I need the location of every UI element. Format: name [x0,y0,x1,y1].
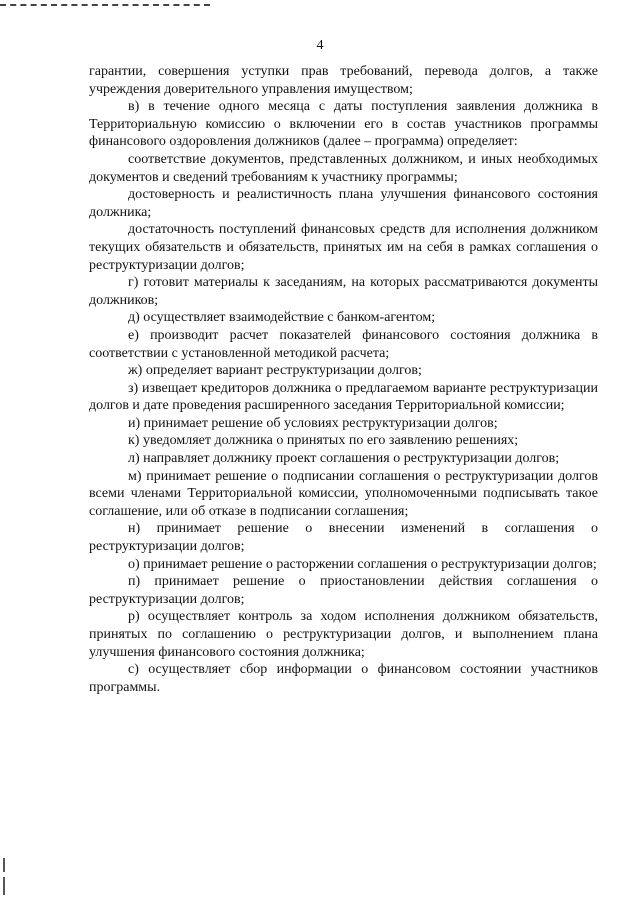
paragraph: достаточность поступлений финансовых средств для исполнения должником текущих обязательств и обязательств, принятых им на себя в рамках соглашения о реструктуризации долгов; [89,222,598,273]
paragraph: м) принимает решение о подписании соглашения о реструктуризации долгов всеми членами Территориальной комиссии, уполномоченными подписывать такое соглашение, или об отказе в подписании соглашения; [89,468,598,519]
paragraph: достоверность и реалистичность плана улучшения финансового состояния должника; [89,187,598,220]
paragraph: и) принимает решение об условиях реструктуризации долгов; [128,415,498,431]
paragraph: в) в течение одного месяца с даты поступления заявления должника в Территориальную комиссию о включении его в состав участников программы финансового оздоровления должников (далее – программа) определяет: [89,99,598,150]
paragraph: с) осуществляет сбор информации о финансовом состоянии участников программы. [89,662,598,695]
scan-margin-mark [3,858,5,872]
scan-edge-dashes [0,4,210,6]
paragraph: н) принимает решение о внесении изменений в соглашения о реструктуризации долгов; [89,521,598,555]
paragraph: о) принимает решение о расторжении соглашения о реструктуризации долгов; [128,556,597,572]
paragraph: д) осуществляет взаимодействие с банком-агентом; [128,310,436,326]
paragraph: е) производит расчет показателей финансового состояния должника в соответствии с установленной методикой расчета; [89,327,598,361]
paragraph: соответствие документов, представленных должником, и иных необходимых документов и сведений требованиям к участнику программы; [89,151,598,185]
page-number: 4 [316,38,324,53]
paragraph: г) готовит материалы к заседаниям, на которых рассматриваются документы должников; [89,275,598,308]
paragraph: гарантии, совершения уступки прав требований, перевода долгов, а также учреждения доверительного управления имуществом; [89,64,598,97]
document-body [89,63,598,696]
paragraph: з) извещает кредиторов должника о предлагаемом варианте реструктуризации долгов и дате проведения расширенного заседания Территориальной комиссии; [89,380,598,414]
paragraph: р) осуществляет контроль за ходом исполнения должником обязательств, принятых по соглашению о реструктуризации долгов, и выполнением плана улучшения финансового состояния должника; [89,609,598,660]
paragraph: л) направляет должнику проект соглашения о реструктуризации долгов; [128,451,560,467]
paragraph: к) уведомляет должника о принятых по его заявлению решениях; [128,433,519,449]
paragraph: ж) определяет вариант реструктуризации долгов; [128,363,422,379]
scan-margin-mark [3,877,5,895]
paragraph: п) принимает решение о приостановлении действия соглашения о реструктуризации долгов; [89,574,598,607]
